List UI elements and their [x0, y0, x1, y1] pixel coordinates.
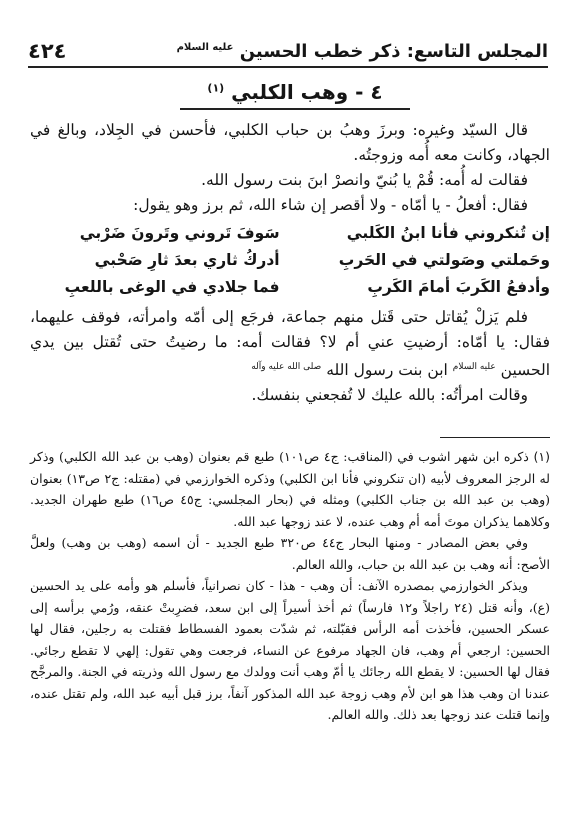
footnote-text: ذكره ابن شهر اشوب في (المناقب: ج٤ ص١٠١) طبع قم بعنوان (وهب بن عبد الله الكلبي) وذكر له الرجز المعروف لأبيه (ان تنكروني فأنا ابن الكلبي) وذكره الخوارزمي في (مقتله: ج٢ ص١٣) بعنوان (وهب بن عبد الله بن جناب الكلبي) ومثله في (بحار المجلسي: ج٤٥ ص١٦) طبع طهران الجديد. وكلاهما يذكران موتَ أمه أم وهب عنده، لا عند زوجها عبد الله. [30, 449, 550, 529]
footnote-ref: (١) [207, 81, 225, 95]
verse-line [30, 247, 550, 274]
paragraph-text: ابن بنت رسول الله [326, 361, 448, 380]
verse-line [30, 274, 550, 301]
main-text [30, 118, 550, 408]
verse-line [30, 220, 550, 247]
paragraph: وقالت امرأتُه: بالله عليك لا تُفجعني بنفسك. [251, 386, 528, 405]
verse-block [30, 220, 550, 301]
verse-hemistich-right: وحَملتي وصَولتي في الحَربِ [338, 251, 550, 269]
footnotes [30, 446, 550, 726]
salawat-mark: عليه السلام [176, 41, 234, 53]
paragraph-text: فلم يَزلْ يُقاتل حتى قَتل منهم جماعة، فرجَع إلى أمّه وامرأته، فوقف عليهما، فقال: يا أمّاه: أرضيتِ عني أم لا؟ فقالت أمه: ما رضيتُ حتى تُقتل بين يدي الحسين [30, 308, 550, 380]
footnote-number: (١) [533, 449, 550, 464]
running-title-text: المجلس التاسع: ذكر خطب الحسين [239, 40, 548, 62]
salawat-mark: صلى الله عليه وآله [251, 362, 322, 372]
verse-hemistich-right: وأدفعُ الكَربَ أمامَ الكَربِ [367, 278, 550, 296]
salawat-mark: عليه السلام [452, 362, 496, 372]
paragraph [30, 305, 550, 383]
verse-hemistich-left: سَوفَ تَروني وتَرونَ ضَرْبي [79, 224, 280, 242]
verse-hemistich-right: إن تُنكروني فأنا ابنُ الكَلبي [346, 224, 550, 242]
footnote [30, 446, 550, 532]
footnote-divider [440, 437, 550, 438]
page-number: ٤٢٤ [28, 39, 67, 63]
paragraph: فقالت له أُمه: قُمْ يا بُنيّ وانصرْ ابنَ بنت رسول الله. [201, 171, 528, 189]
section-title [180, 80, 410, 110]
page-header [28, 36, 548, 68]
paragraph: قال السيّد وغيره: وبرزَ وهبُ بن حباب الكلبي، فأحسن في الجِلاد، وبالغ في الجهاد، وكانت معه أُمه وزوجتُه. [30, 121, 550, 164]
verse-hemistich-left: أدركُ ثاري بعدَ ثارِ صَحْبي [94, 251, 280, 269]
section-title-text: ٤ - وهب الكلبي [231, 80, 383, 104]
verse-hemistich-left: فما جلادي في الوغى باللعبِ [64, 278, 280, 296]
footnote-paragraph: وفي بعض المصادر - ومنها البحار ج٤٤ ص٣٢٠ طبع الجديد - أن اسمه (وهب بن وهب) ولعلَّ الأصح: أنه وهب بن عبد الله بن حباب، والله العالم. [30, 535, 550, 572]
running-title [177, 41, 548, 62]
paragraph: فقال: أفعلُ - يا أمّاه - ولا أقصر إن شاء الله، ثم برز وهو يقول: [133, 196, 528, 214]
footnote-paragraph: ويذكر الخوارزمي بمصدره الآنف: أن وهب - هذا - كان نصرانياً، فأسلم هو وأمه على يد الحسين (ع)، وأنه قتل (٢٤ راجلاً و١٢ فارساً) ثم أخذ أسيراً إلى ابن سعد، فضرِبتْ عنقه، ورُمي برأسه إلى عسكر الحسين، فأخذت أمه الرأس فقبّلته، ثم شدّت بعمود الفسطاط فقتلت به رجلين، فقال لها الحسين: ارجعي أم وهب، فان الجهاد مرفوع عن النساء، فرجعت وهي تقول: إلهي لا تقطع رجائي. فقال لها الحسين: لا يقطع الله رجائك يا أمّ وهب أنت وولدك مع رسول الله وذريته في الجنة. والمرجَّح عندنا ان وهب هذا هو ابن لأم وهب زوجة عبد الله المذكور آنفاً، برز قبل أبيه عبد الله، ولم تقتل عنده، وإنما قتلت عند زوجها بعد ذلك. والله العالم. [30, 578, 551, 722]
